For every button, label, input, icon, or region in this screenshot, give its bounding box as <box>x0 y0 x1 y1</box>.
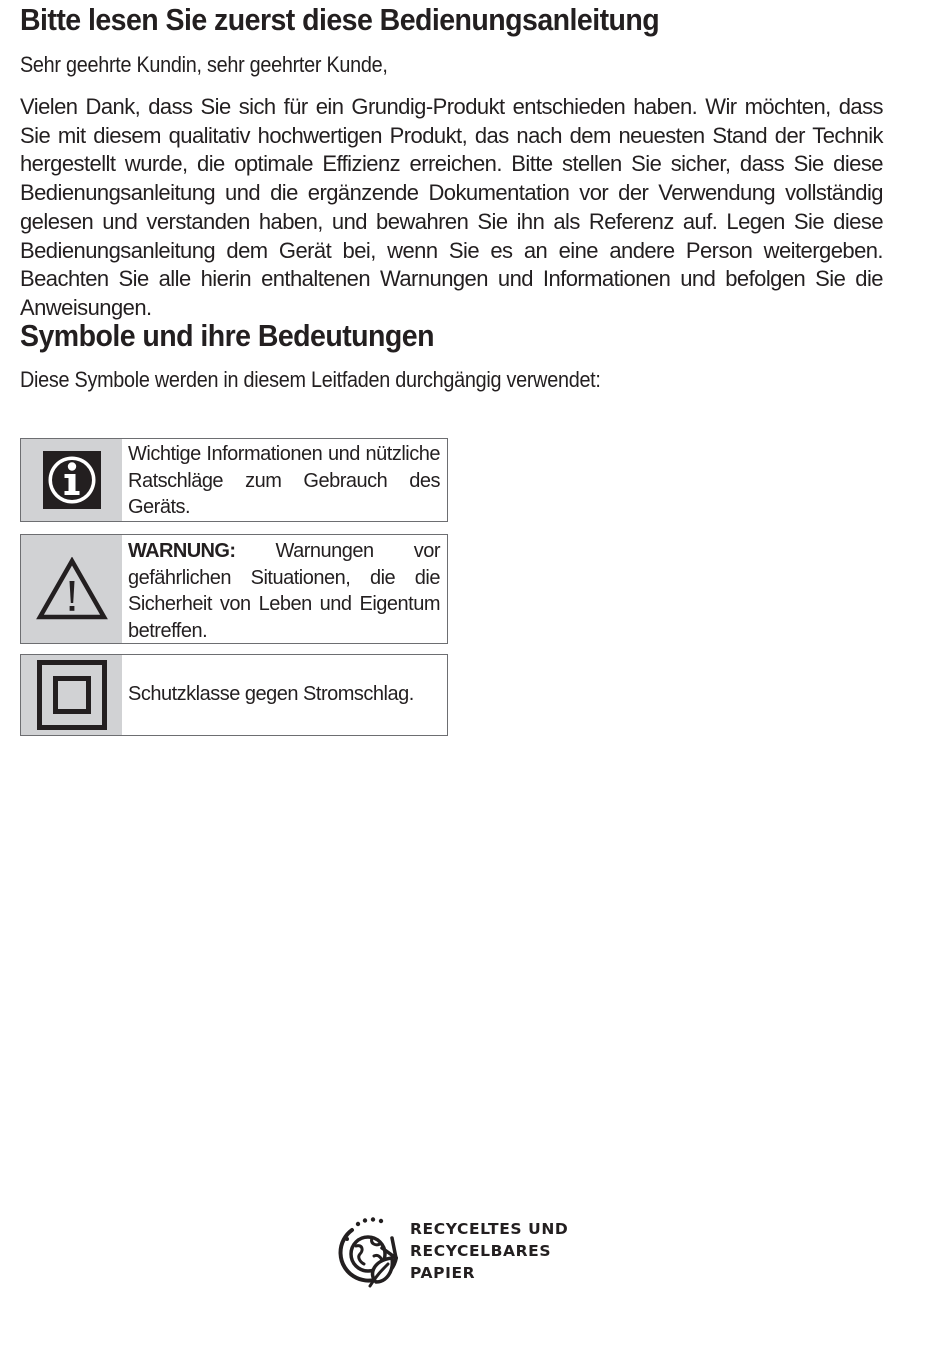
recycled-paper-logo <box>338 1214 578 1290</box>
symbol-description <box>128 538 440 644</box>
symbol-row-info <box>20 438 448 522</box>
recycled-paper-label <box>410 1218 568 1284</box>
symbol-description: Wichtige Informationen und nützliche Ratschläge zum Gebrauch des Geräts. <box>128 443 440 518</box>
recycled-paper-icon <box>338 1214 404 1288</box>
symbol-icon-cell <box>21 535 122 643</box>
symbol-row-warning <box>20 534 448 644</box>
salutation-text: Sehr geehrte Kundin, sehr geehrter Kunde, <box>20 52 388 77</box>
symbol-row-protection-class <box>20 654 448 736</box>
recycled-paper-line-1: RECYCELTES UND <box>410 1220 569 1238</box>
info-icon <box>42 450 102 510</box>
symbols-intro-text: Diese Symbole werden in diesem Leitfaden durchgängig verwendet: <box>20 367 601 392</box>
symbol-icon-cell <box>21 655 122 735</box>
warning-label: WARNUNG: <box>128 540 236 562</box>
recycled-paper-line-3: PAPIER <box>410 1264 476 1282</box>
intro-paragraph: Vielen Dank, dass Sie sich für ein Grundig-Produkt entschieden haben. Wir möchten, dass Sie mit diesem qualitativ hochwertigen Produkt, das nach dem neuesten Stand der Technik hergestellt wurde, die optimale Effizienz erreichen. Bitte stellen Sie sicher, dass Sie diese Bedienungsanleitung und die ergänzende Dokumentation vor der Verwendung vollständig gelesen und verstanden haben, und bewahren Sie ihn als Referenz auf. Legen Sie diese Bedienungsanleitung dem Gerät bei, wenn Sie es an eine andere Person weitergeben. Beachten Sie alle hierin enthaltenen Warnungen und Informationen und befolgen Sie die Anweisungen. <box>20 94 883 320</box>
symbol-description: Schutzklasse gegen Stromschlag. <box>128 683 414 705</box>
protection-class-ii-icon <box>37 660 107 730</box>
symbols-section-title: Symbole und ihre Bedeutungen <box>20 318 434 353</box>
warning-triangle-icon <box>36 557 108 621</box>
recycled-paper-line-2: RECYCELBARES <box>410 1242 552 1260</box>
warning-text: Warnungen vor gefährlichen Situationen, die die Sicherheit von Leben und Eigentum betreffen. <box>128 540 441 642</box>
page-title: Bitte lesen Sie zuerst diese Bedienungsanleitung <box>20 2 660 37</box>
symbol-icon-cell <box>21 439 122 521</box>
